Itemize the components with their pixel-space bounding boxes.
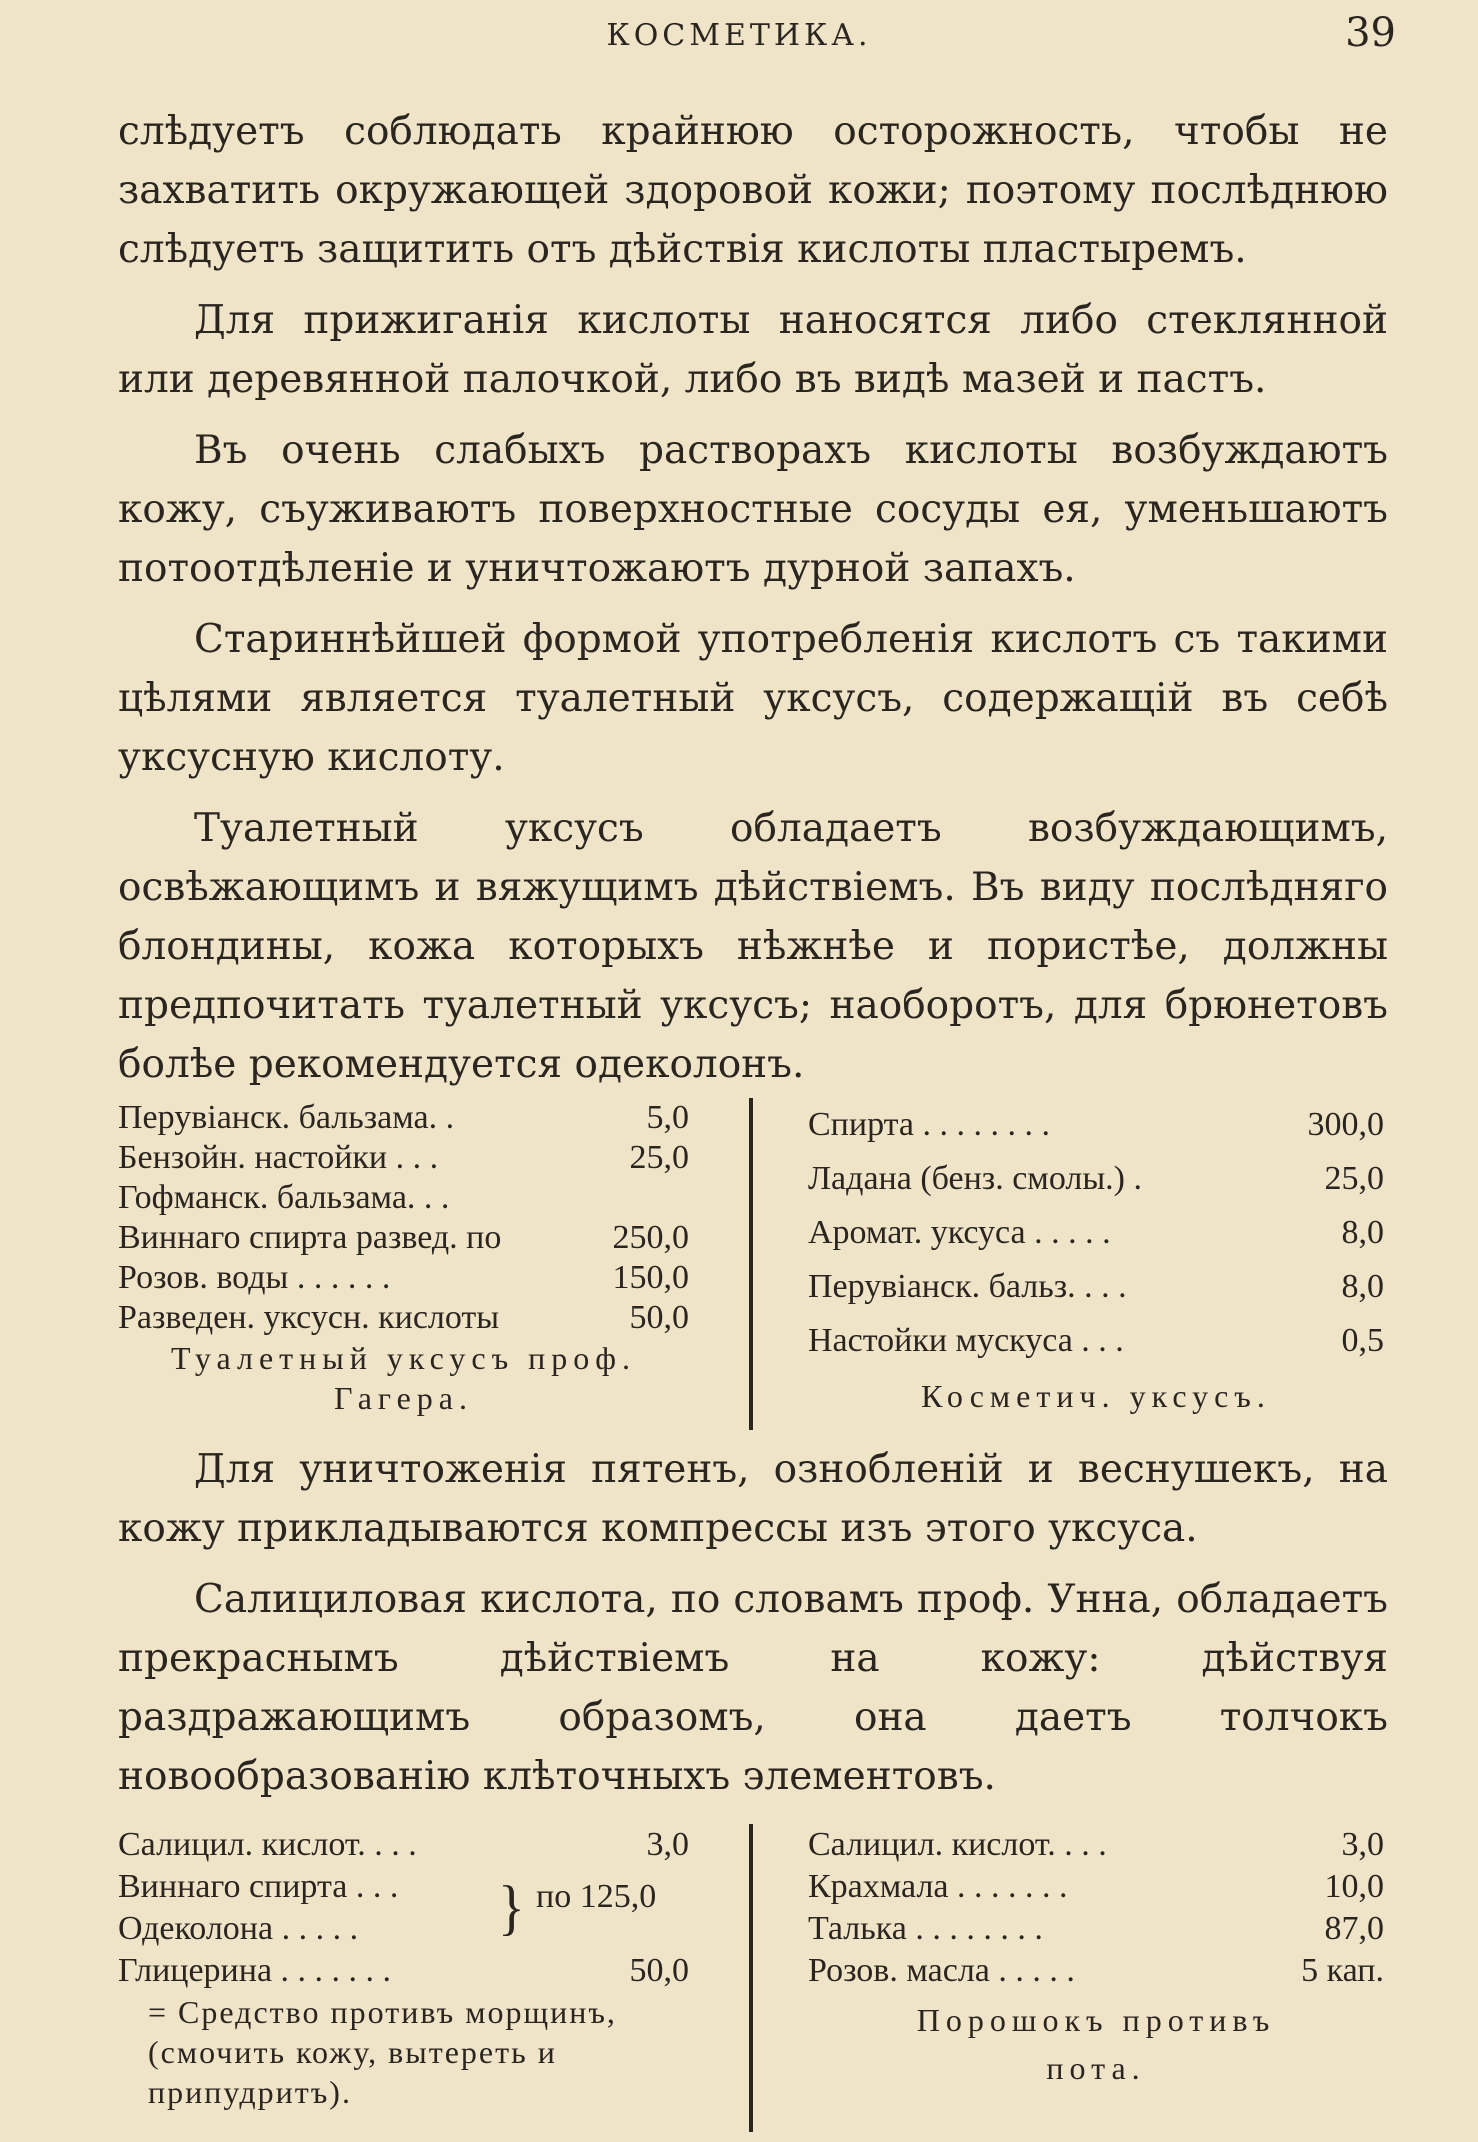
running-title: КОСМЕТИКА. bbox=[606, 18, 872, 53]
brace-mark: } bbox=[498, 1873, 525, 1943]
recipe-row: Глицерина . . . . . . . 50,0 bbox=[118, 1952, 689, 1989]
recipe-row: Виннаго спирта развед. по 250,0 bbox=[118, 1219, 689, 1256]
recipe-row: Талька . . . . . . . . 87,0 bbox=[808, 1910, 1384, 1947]
recipe-caption: Косметич. уксусъ. bbox=[921, 1378, 1271, 1414]
recipe-row: Спирта . . . . . . . . 300,0 bbox=[808, 1106, 1384, 1143]
paragraph-7: Салициловая кислота, по словамъ проф. Унна, обладаетъ прекраснымъ дѣйствіемъ на кожу: дѣйствуя раздражающимъ образомъ, она даетъ толчокъ новообразованію клѣточныхъ элементовъ. bbox=[118, 1577, 1388, 1799]
recipe-block-2 bbox=[118, 1824, 1388, 2132]
recipe-caption: Туалетный уксусъ проф. bbox=[170, 1340, 637, 1376]
recipe-row: Розов. воды . . . . . . 150,0 bbox=[118, 1259, 689, 1296]
recipe-row: Розов. масла . . . . . 5 кап. bbox=[808, 1952, 1384, 1989]
recipe-row: Гофманск. бальзама. . . bbox=[118, 1179, 450, 1216]
recipe-row: Виннаго спирта . . . bbox=[118, 1868, 399, 1905]
recipe-row: Крахмала . . . . . . . 10,0 bbox=[808, 1868, 1384, 1905]
recipe-row: Перувіанск. бальзама. . 5,0 bbox=[118, 1099, 689, 1136]
recipe-caption: Порошокъ противъ bbox=[916, 2002, 1276, 2038]
recipe-row: Перувіанск. бальз. . . . 8,0 bbox=[808, 1268, 1384, 1305]
paragraph-5: Туалетный уксусъ обладаетъ возбуждающимъ, освѣжающимъ и вяжущимъ дѣйствіемъ. Въ виду послѣдняго блондины, кожа которыхъ нѣжнѣе и пористѣе, должны предпочитать туалетный уксусъ; наоборотъ, для брюнетовъ болѣе рекомендуется одеколонъ. bbox=[118, 806, 1388, 1087]
brace-amount: по 125,0 bbox=[536, 1878, 657, 1915]
recipe-toilet-vinegar bbox=[118, 1098, 753, 1430]
page-number: 39 bbox=[1345, 10, 1396, 56]
paragraph-4: Стариннѣйшей формой употребленія кислотъ съ такими цѣлями является туалетный уксусъ, содержащій въ себѣ уксусную кислоту. bbox=[118, 617, 1388, 780]
recipe-row: Разведен. уксусн. кислоты 50,0 bbox=[118, 1299, 689, 1336]
recipe-row: Салицил. кислот. . . . 3,0 bbox=[118, 1826, 689, 1863]
recipe-row: Салицил. кислот. . . . 3,0 bbox=[808, 1826, 1384, 1863]
recipe-anti-wrinkle bbox=[118, 1824, 753, 2132]
recipe-block-1 bbox=[118, 1098, 1388, 1430]
paragraph-2: Для прижиганія кислоты наносятся либо стеклянной или деревянной палочкой, либо въ видѣ мазей и пастъ. bbox=[118, 298, 1388, 402]
recipe-row: Настойки мускуса . . . 0,5 bbox=[808, 1322, 1384, 1359]
paragraph-3: Въ очень слабыхъ растворахъ кислоты возбуждаютъ кожу, съуживаютъ поверхностные сосуды ея, уменьшаютъ потоотдѣленіе и уничтожаютъ дурной запахъ. bbox=[118, 428, 1388, 591]
recipe-row: Аромат. уксуса . . . . . 8,0 bbox=[808, 1214, 1384, 1251]
recipe-caption-2: пота. bbox=[1046, 2050, 1146, 2086]
body-text bbox=[118, 102, 1388, 2142]
recipe-row: Бензойн. настойки . . . 25,0 bbox=[118, 1139, 689, 1176]
recipe-caption-author: Гагера. bbox=[333, 1380, 473, 1416]
recipe-anti-sweat-powder bbox=[753, 1824, 1388, 2132]
recipe-row: Одеколона . . . . . bbox=[118, 1910, 359, 1947]
recipe-cosmetic-vinegar bbox=[753, 1098, 1388, 1430]
paragraph-1: слѣдуетъ соблюдать крайнюю осторожность, чтобы не захватить окружающей здоровой кожи; поэтому послѣднюю слѣдуетъ защитить отъ дѣйствія кислоты пластыремъ. bbox=[118, 109, 1388, 272]
recipe-note: = Средство противъ морщинъ, (смочить кожу, вытереть и припудритъ). bbox=[148, 1994, 617, 2110]
recipe-row: Ладана (бенз. смолы.) . 25,0 bbox=[808, 1160, 1384, 1197]
paragraph-6: Для уничтоженія пятенъ, ознобленій и веснушекъ, на кожу прикладываются компрессы изъ этого уксуса. bbox=[118, 1447, 1388, 1551]
